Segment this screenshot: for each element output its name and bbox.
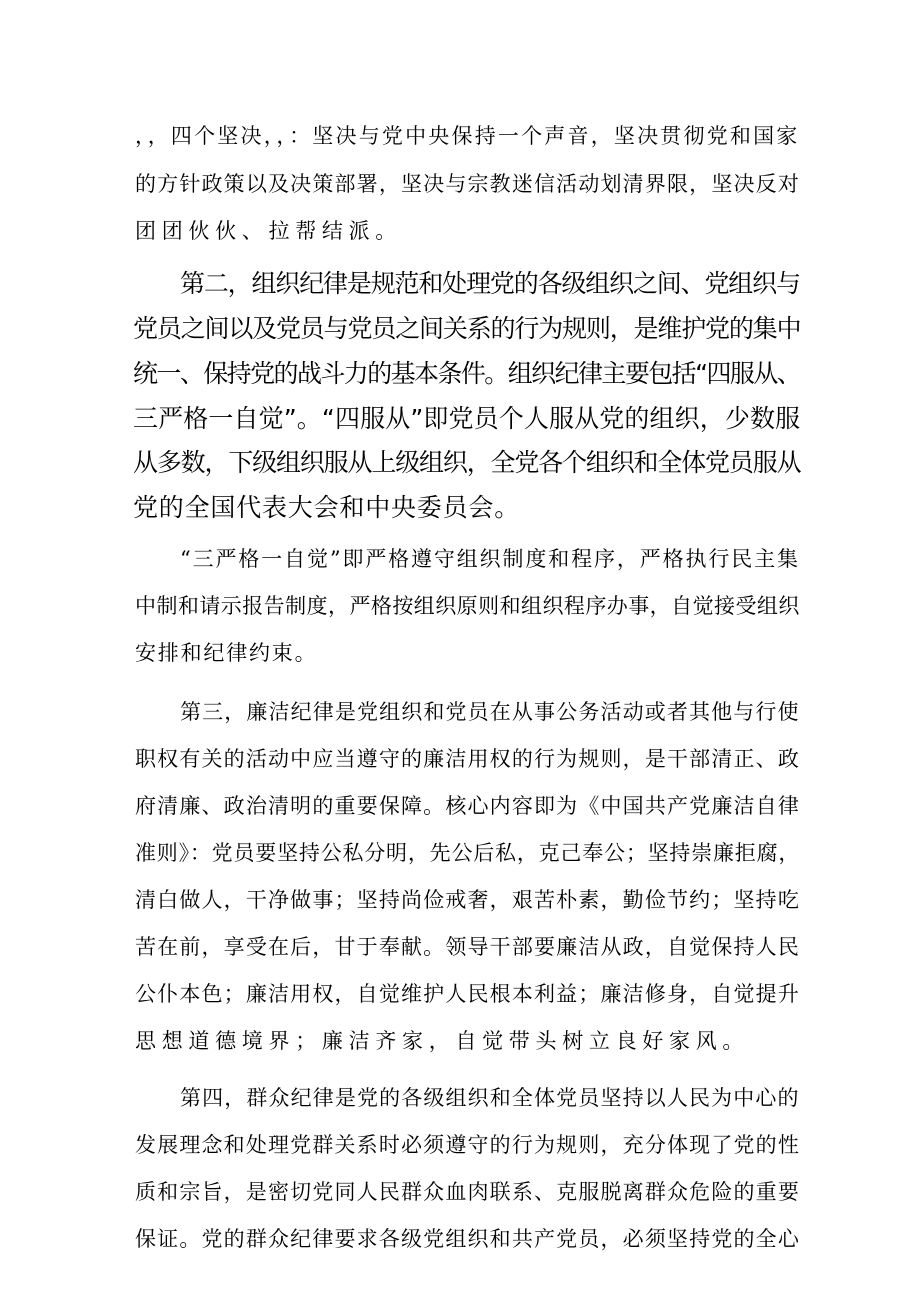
text-line: 三严格一自觉”。“四服从”即党员个人服从党的组织，少数服 <box>133 404 801 433</box>
text-line: 职权有关的活动中应当遵守的廉洁用权的行为规则，是干部清正、政 <box>135 747 800 771</box>
text-line: “三严格一自觉”即严格遵守组织制度和程序，严格执行民主集 <box>180 547 800 571</box>
text-line: ，，四个坚决，，：坚决与党中央保持一个声音，坚决贯彻党和国家 <box>135 124 800 148</box>
text-line: 安排和纪律约束。 <box>135 641 318 665</box>
text-line: 准则》：党员要坚持公私分明，先公后私，克己奉公；坚持崇廉拒腐， <box>135 841 801 865</box>
text-line: 统一、保持党的战斗力的基本条件。组织纪律主要包括“四服从、 <box>133 359 801 388</box>
text-line: 从多数，下级组织服从上级组织，全党各个组织和全体党员服从 <box>133 448 801 477</box>
text-line: 府清廉、政治清明的重要保障。核心内容即为《中国共产党廉洁自律 <box>135 794 800 818</box>
text-line: 第四，群众纪律是党的各级组织和全体党员坚持以人民为中心的 <box>180 1086 800 1110</box>
text-line: 公仆本色；廉洁用权，自觉维护人民根本利益；廉洁修身，自觉提升 <box>135 982 800 1006</box>
text-line: 思想道德境界；廉洁齐家，自觉带头树立良好家风。 <box>135 1029 750 1053</box>
text-line: 第三，廉洁纪律是党组织和党员在从事公务活动或者其他与行使 <box>180 700 800 724</box>
text-line: 中制和请示报告制度，严格按组织原则和组织程序办事，自觉接受组织 <box>135 594 800 618</box>
text-line: 保证。党的群众纪律要求各级党组织和共产党员，必须坚持党的全心 <box>135 1227 800 1251</box>
text-line: 党员之间以及党员与党员之间关系的行为规则，是维护党的集中 <box>133 314 801 343</box>
text-line: 清白做人，干净做事；坚持尚俭戒奢，艰苦朴素，勤俭节约；坚持吃 <box>135 888 800 912</box>
text-line: 第二，组织纪律是规范和处理党的各级组织之间、党组织与 <box>180 269 800 298</box>
text-line: 党的全国代表大会和中央委员会。 <box>133 493 521 522</box>
text-line: 的方针政策以及决策部署，坚决与宗教迷信活动划清界限，坚决反对 <box>135 172 800 196</box>
text-line: 苦在前，享受在后，甘于奉献。领导干部要廉洁从政，自觉保持人民 <box>135 935 800 959</box>
text-line: 质和宗旨，是密切党同人民群众血肉联系、克服脱离群众危险的重要 <box>135 1180 800 1204</box>
text-line: 发展理念和处理党群关系时必须遵守的行为规则，充分体现了党的性 <box>135 1133 800 1157</box>
text-line: 团团伙伙、拉帮结派。 <box>135 219 402 243</box>
